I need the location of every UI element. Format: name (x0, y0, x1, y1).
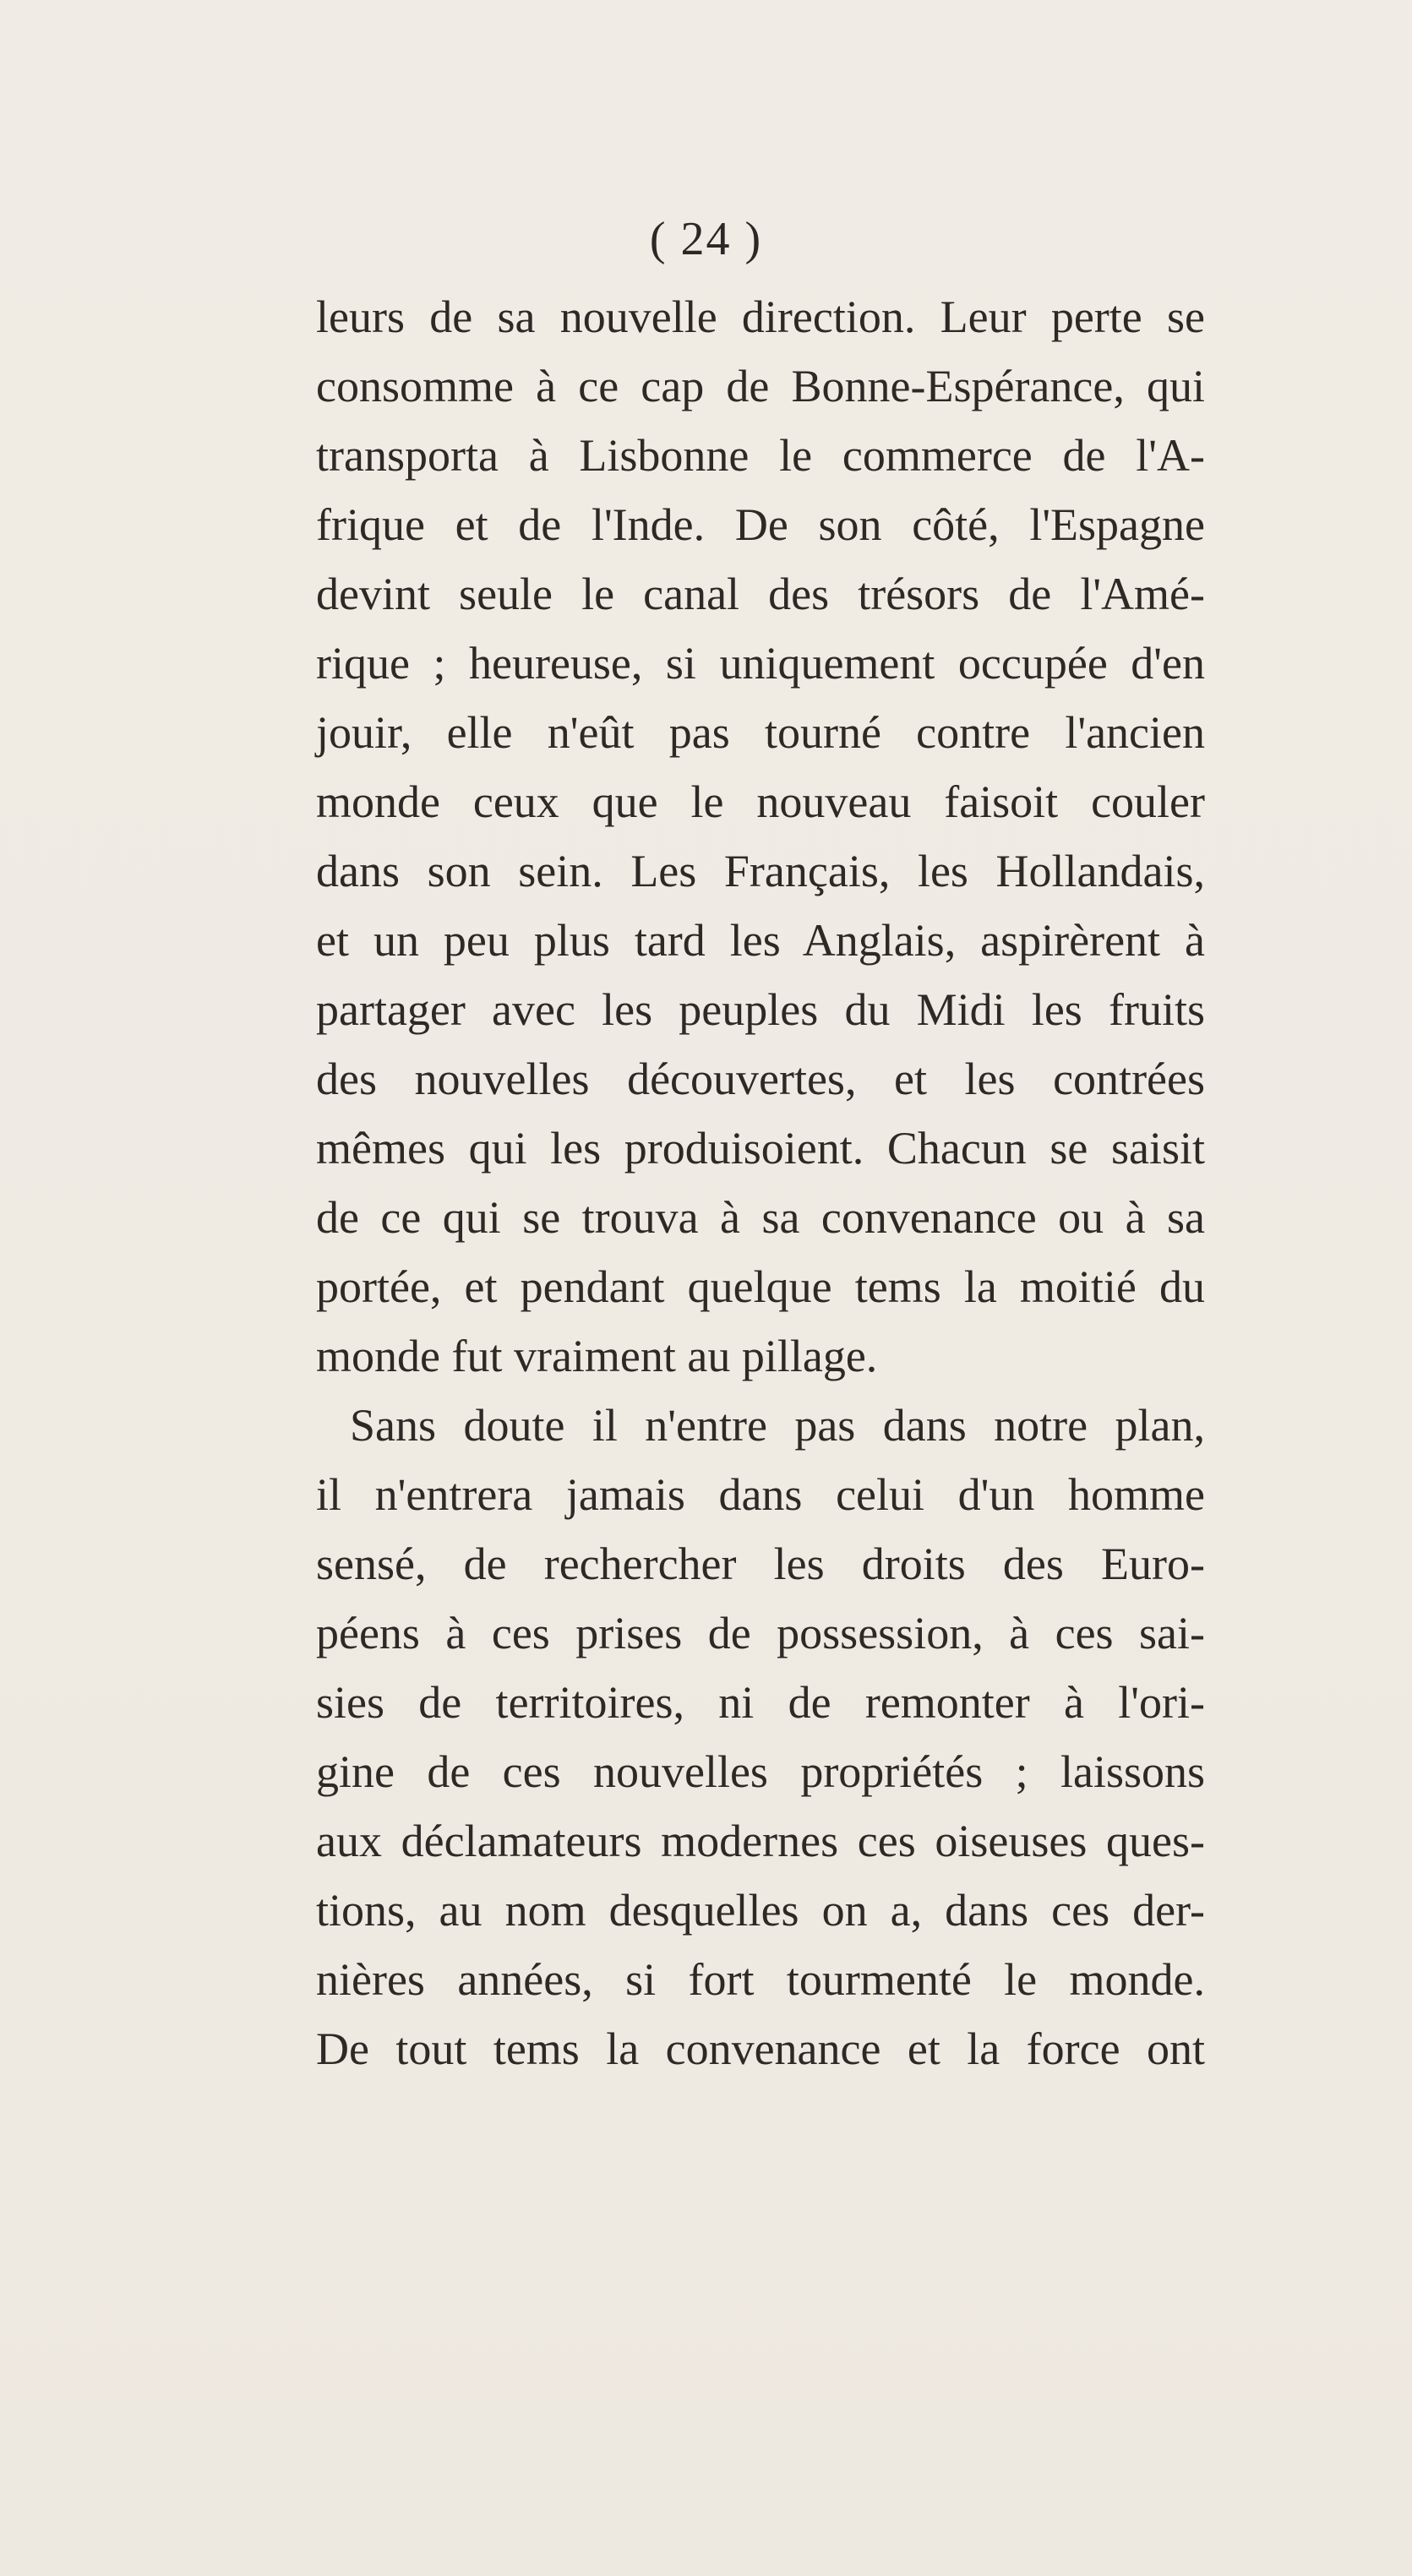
text-line: péens à ces prises de possession, à ces sai- (316, 1608, 1205, 1658)
text-line: dans son sein. Les Français, les Hollandais, (316, 846, 1205, 896)
text-line: tions, au nom desquelles on a, dans ces der- (316, 1885, 1205, 1936)
text-line: devint seule le canal des trésors de l'Amé- (316, 569, 1205, 619)
text-line: sensé, de rechercher les droits des Euro- (316, 1539, 1205, 1589)
body-text (316, 282, 1205, 2083)
text-line: des nouvelles découvertes, et les contrées (316, 1054, 1205, 1104)
text-line: leurs de sa nouvelle direction. Leur perte se (316, 291, 1205, 342)
text-line: rique ; heureuse, si uniquement occupée d'en (316, 638, 1205, 689)
text-line: et un peu plus tard les Anglais, aspirèrent à (316, 915, 1205, 966)
page-number: ( 24 ) (649, 213, 763, 265)
text-line: portée, et pendant quelque tems la moitié du (316, 1261, 1205, 1312)
text-line: consomme à ce cap de Bonne-Espérance, qui (316, 361, 1205, 411)
text-line: gine de ces nouvelles propriétés ; laissons (316, 1746, 1205, 1797)
text-line: frique et de l'Inde. De son côté, l'Espagne (316, 499, 1205, 550)
text-line: De tout tems la convenance et la force ont (316, 2023, 1205, 2074)
text-line: jouir, elle n'eût pas tourné contre l'ancien (316, 707, 1205, 758)
text-line: sies de territoires, ni de remonter à l'ori- (316, 1677, 1205, 1728)
paragraph-end-line: monde fut vraiment au pillage. (316, 1331, 878, 1381)
text-line: aux déclamateurs modernes ces oiseuses ques- (316, 1816, 1205, 1866)
text-line: nières années, si fort tourmenté le monde. (316, 1954, 1205, 2005)
text-line: mêmes qui les produisoient. Chacun se saisit (316, 1123, 1205, 1174)
paragraph-start-line: Sans doute il n'entre pas dans notre plan, (350, 1400, 1205, 1451)
text-line: de ce qui se trouva à sa convenance ou à sa (316, 1192, 1205, 1243)
text-line: il n'entrera jamais dans celui d'un homme (316, 1469, 1205, 1520)
text-line: monde ceux que le nouveau faisoit couler (316, 776, 1205, 827)
text-line: transporta à Lisbonne le commerce de l'A- (316, 430, 1205, 481)
text-line: partager avec les peuples du Midi les fruits (316, 984, 1205, 1035)
